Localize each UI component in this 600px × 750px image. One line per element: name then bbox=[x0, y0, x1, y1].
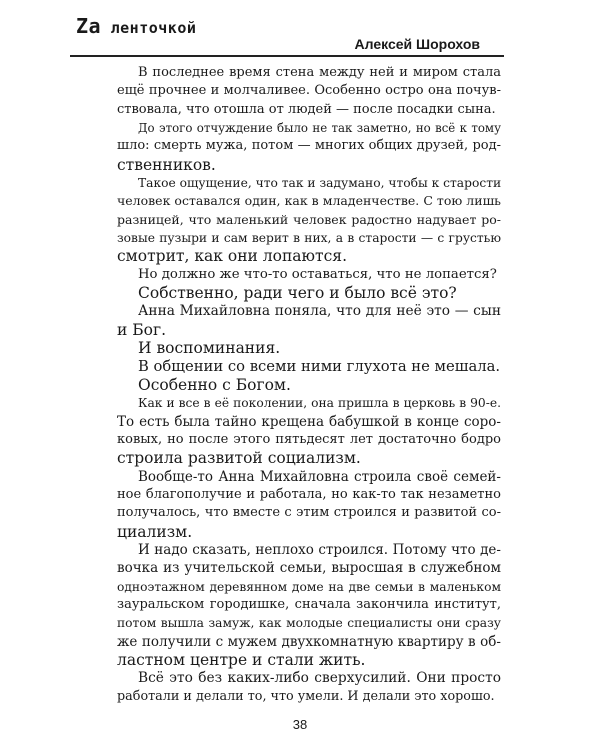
text-line: одноэтажном деревянном доме на две семьи в маленьком bbox=[117, 579, 501, 594]
series-title bbox=[76, 14, 196, 38]
text-line: Но должно же что-то оставаться, что не лопается? bbox=[138, 266, 497, 282]
text-line: смотрит, как они лопаются. bbox=[117, 247, 347, 266]
text-line: ещё прочнее и молчаливее. Особенно остро она почув- bbox=[117, 83, 501, 99]
text-line: Анна Михайловна поняла, что для неё это — сын bbox=[138, 303, 501, 320]
text-line: Такое ощущение, что так и задумано, чтобы к старости bbox=[138, 176, 502, 191]
header-rule bbox=[70, 55, 504, 57]
text-line: ковых, но после этого пятьдесят лет достаточно бодро bbox=[117, 431, 501, 447]
text-line: зовые пузыри и сам верит в них, а в старости — с грустью bbox=[117, 231, 501, 246]
text-line: Как и все в её поколении, она пришла в церковь в 90-е. bbox=[138, 396, 501, 411]
text-line: Всё это без каких-либо сверхусилий. Они просто bbox=[138, 670, 501, 687]
text-line: циализм. bbox=[117, 522, 193, 541]
text-line: ластном центре и стали жить. bbox=[117, 651, 366, 669]
author-name: Алексей Шорохов bbox=[354, 36, 480, 52]
text-line: разницей, что маленький человек радостно надувает ро- bbox=[117, 211, 501, 227]
text-line: шло: смерть мужа, потом — многих общих друзей, род- bbox=[117, 138, 501, 154]
text-line: ное благополучие и работала, но как-то так незаметно bbox=[117, 486, 501, 502]
text-line: ственников. bbox=[117, 155, 216, 174]
text-line: же получили с мужем двухкомнатную квартиру в об- bbox=[117, 633, 501, 650]
text-line: зауральском городишке, сначала закончила институт, bbox=[117, 596, 501, 612]
page-number: 38 bbox=[292, 717, 308, 732]
text-line: Особенно с Богом. bbox=[138, 375, 291, 394]
text-line: Собственно, ради чего и было всё это? bbox=[138, 284, 457, 303]
text-line: Вообще-то Анна Михайловна строила своё семей- bbox=[138, 468, 501, 485]
text-line: ствовала, что отошла от людей — после посадки сына. bbox=[117, 101, 496, 117]
series-title-initial: Za bbox=[76, 14, 102, 38]
text-line: То есть была тайно крещена бабушкой в конце соро- bbox=[117, 413, 501, 430]
text-line: получалось, что вместе с этим строился и развитой со- bbox=[117, 505, 501, 521]
text-line: В последнее время стена между ней и миром стала bbox=[138, 65, 501, 80]
text-line: И надо сказать, неплохо строился. Потому что де- bbox=[138, 541, 501, 558]
text-line: вочка из учительской семьи, выросшая в служебном bbox=[117, 560, 501, 577]
series-title-rest: ленточкой bbox=[101, 19, 197, 37]
text-line: До этого отчуждение было не так заметно, но всё к тому bbox=[138, 121, 501, 136]
text-line: потом вышла замуж, как молодые специалисты они сразу bbox=[117, 616, 501, 631]
body-text bbox=[117, 64, 501, 706]
text-line: В общении со всеми ними глухота не мешала. bbox=[138, 357, 501, 375]
text-line: строила развитой социализм. bbox=[117, 449, 361, 468]
text-line: работали и делали то, что умели. И делали это хорошо. bbox=[117, 688, 495, 704]
text-line: человек оставался один, как в младенчестве. С тою лишь bbox=[117, 193, 501, 209]
text-line: и Бог. bbox=[117, 320, 167, 339]
text-line: И воспоминания. bbox=[138, 339, 281, 358]
